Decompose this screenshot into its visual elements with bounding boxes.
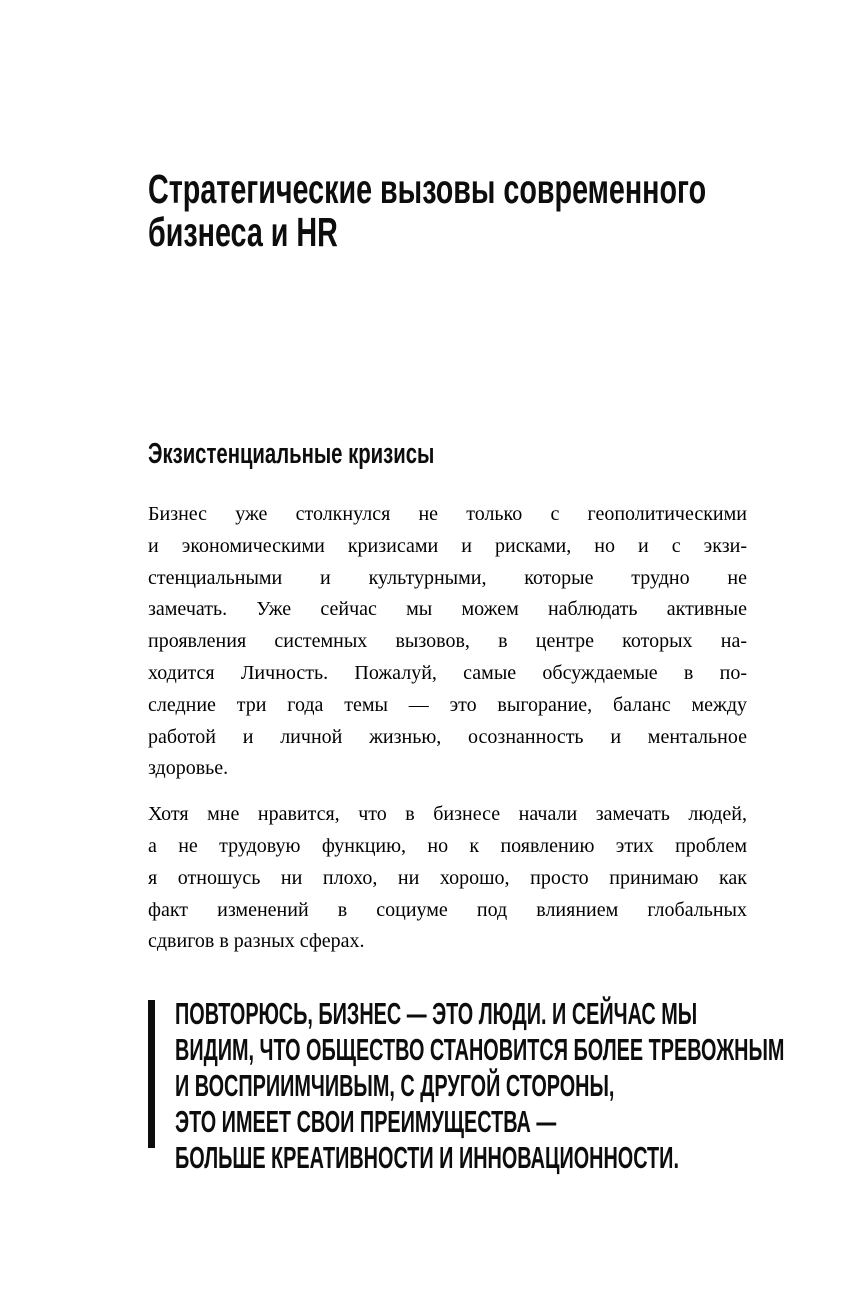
paragraph-line: следние три года темы — это выгорание, баланс между: [148, 693, 747, 716]
pull-quote-line: ПОВТОРЮСЬ, БИЗНЕС — ЭТО ЛЮДИ. И СЕЙЧАС МЫ: [175, 996, 698, 1032]
paragraph-line: Хотя мне нравится, что в бизнесе начали замечать людей,: [148, 803, 747, 826]
paragraph-line: и экономическими кризисами и рисками, но и с экзи-: [148, 534, 747, 557]
body-text: [148, 499, 747, 958]
pull-quote: [148, 996, 785, 1176]
paragraph-line: факт изменений в социуме под влиянием глобальных: [148, 898, 747, 921]
pull-quote-line: ВИДИМ, ЧТО ОБЩЕСТВО СТАНОВИТСЯ БОЛЕЕ ТРЕВОЖНЫМ: [175, 1032, 785, 1068]
pull-quote-line: И ВОСПРИИМЧИВЫМ, С ДРУГОЙ СТОРОНЫ,: [175, 1068, 615, 1104]
paragraph-line: работой и личной жизнью, осознанность и ментальное: [148, 725, 747, 748]
paragraph-line: сдвигов в разных сферах.: [148, 930, 365, 953]
paragraph: [148, 799, 747, 958]
chapter-title-line: Стратегические вызовы современного: [148, 166, 707, 212]
paragraph-line: а не трудовую функцию, но к появлению этих проблем: [148, 834, 747, 857]
pull-quote-line: БОЛЬШЕ КРЕАТИВНОСТИ И ИННОВАЦИОННОСТИ.: [175, 1140, 679, 1176]
section-heading: [148, 437, 747, 471]
paragraph-line: ходится Личность. Пожалуй, самые обсуждаемые в по-: [148, 661, 747, 684]
paragraph-line: я отношусь ни плохо, ни хорошо, просто принимаю как: [148, 866, 747, 889]
quote-accent-bar: [148, 1000, 155, 1148]
pull-quote-line: ЭТО ИМЕЕТ СВОИ ПРЕИМУЩЕСТВА —: [175, 1104, 557, 1140]
paragraph: [148, 499, 747, 785]
pull-quote-lines: [175, 996, 785, 1176]
chapter-title: [148, 168, 747, 254]
chapter-title-line: бизнеса и HR: [148, 209, 338, 255]
paragraph-line: Бизнес уже столкнулся не только с геополитическими: [148, 503, 747, 525]
paragraph-line: замечать. Уже сейчас мы можем наблюдать активные: [148, 598, 747, 621]
paragraph-line: проявления системных вызовов, в центре которых на-: [148, 630, 747, 653]
paragraph-line: стенциальными и культурными, которые трудно не: [148, 566, 747, 589]
section-heading-text: Экзистенциальные кризисы: [148, 438, 435, 470]
paragraph-line: здоровье.: [148, 757, 229, 780]
